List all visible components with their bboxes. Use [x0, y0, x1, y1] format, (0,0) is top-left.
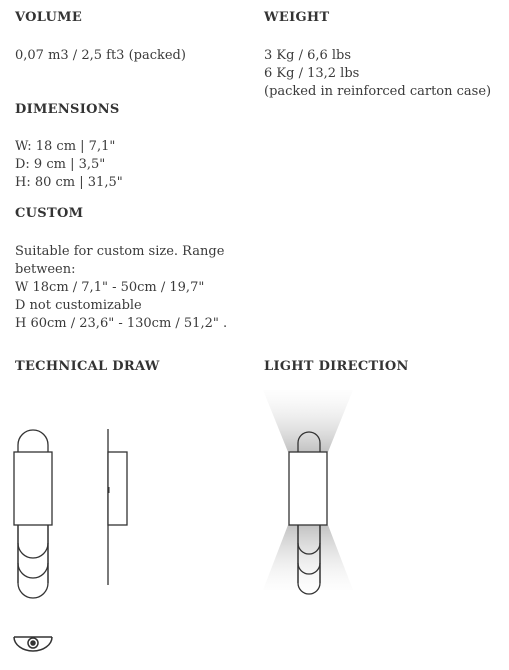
custom-line: H 60cm / 23,6" - 130cm / 51,2" .: [15, 316, 228, 331]
custom-line: W 18cm / 7,1" - 50cm / 19,7": [15, 280, 205, 295]
light-direction-drawing: [258, 385, 358, 605]
weight-line: 6 Kg / 13,2 lbs: [264, 66, 360, 81]
dimension-depth: D: 9 cm | 3,5": [15, 157, 106, 172]
light-direction-heading: LIGHT DIRECTION: [264, 359, 409, 374]
dimensions-values: [15, 138, 123, 192]
custom-line: between:: [15, 262, 76, 277]
custom-line: Suitable for custom size. Range: [15, 244, 225, 259]
weight-line: (packed in reinforced carton case): [264, 84, 492, 99]
custom-line: D not customizable: [15, 298, 142, 313]
light-beam-down: [263, 525, 353, 590]
dimension-height: H: 80 cm | 31,5": [15, 175, 123, 190]
technical-draw-heading: TECHNICAL DRAW: [15, 359, 160, 374]
weight-heading: WEIGHT: [264, 10, 330, 25]
volume-value: 0,07 m3 / 2,5 ft3 (packed): [15, 48, 186, 63]
light-beam-up: [263, 390, 353, 452]
custom-heading: CUSTOM: [15, 206, 84, 221]
custom-text: [15, 243, 227, 333]
side-view-drawing: [100, 425, 140, 605]
volume-heading: VOLUME: [15, 10, 83, 25]
dimension-width: W: 18 cm | 7,1": [15, 139, 116, 154]
dimensions-heading: DIMENSIONS: [15, 102, 120, 117]
bottom-view-drawing: [12, 633, 62, 663]
weight-values: [264, 47, 491, 101]
weight-line: 3 Kg / 6,6 lbs: [264, 48, 352, 63]
front-view-drawing: [10, 425, 70, 605]
